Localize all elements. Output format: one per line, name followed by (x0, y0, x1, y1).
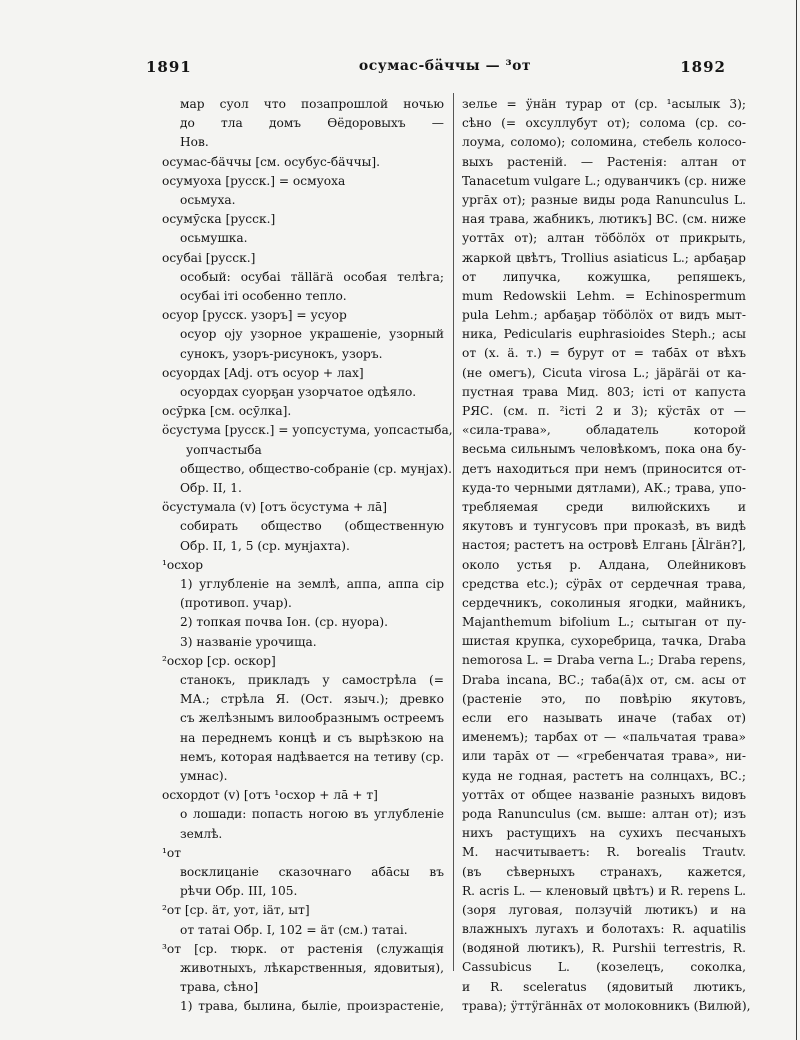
entry-line-right: выхъ растеній. — Растенія: алтан от (462, 154, 746, 169)
entry-line-left: умнас). (180, 768, 228, 783)
entry-line-left: ²от [ср. äт, уот, іäт, ыт] (162, 903, 310, 918)
page-edge-rule (796, 0, 797, 1040)
entry-line-left: ӧсустума [русск.] = уопсустума, уопсастыба, (162, 423, 453, 438)
entry-line-left: станокъ, прикладъ у самострѣла (= (180, 673, 444, 687)
entry-line-right: (водяной лютикъ), R. Purshii terrestris, R. (462, 941, 746, 956)
entry-line-right: якутовъ и тунгусовъ при проказѣ, въ видѣ (462, 519, 746, 534)
entry-line-right: (растеніе это, по повѣрію якутовъ, (462, 691, 746, 706)
entry-line-left: животныхъ, лѣкарственныя, ядовитыя), (180, 960, 444, 975)
entry-line-right: nemorosa L. = Draba verna L.; Draba repens, (462, 653, 746, 668)
entry-line-right: трава); ӱттӱгäннāх от молоковникъ (Вилюй), (462, 998, 751, 1013)
entry-line-left: 1) углубленіе на землѣ, аппа, аппа сір (180, 577, 444, 591)
right-page-number: 1892 (680, 58, 726, 76)
entry-line-right: около устья р. Алдана, Олейниковъ (462, 557, 746, 572)
entry-line-right: жаркой цвѣтъ, Trollius asiaticus L.; арбаҕар (462, 250, 746, 265)
entry-line-right: от липучка, кожушка, репяшекъ, (462, 269, 746, 284)
entry-line-left: от татаі Обр. I, 102 = äт (см.) татаі. (180, 922, 408, 937)
right-column (462, 95, 751, 1016)
entry-line-left: осуордах суорҕан узорчатое одѣяло. (180, 384, 417, 399)
entry-line-left: осумӯска [русск.] (162, 212, 276, 227)
entry-line-left: съ желѣзнымъ вилообразнымъ остреемъ (180, 711, 444, 726)
entry-line-left: осумас-бäччы [см. осубус-бäччы]. (162, 154, 380, 169)
entry-line-right: куда-то черными дятлами), АК.; трава, упо- (462, 480, 746, 495)
entry-line-left: 1) трава, былина, быліе, произрастеніе, (180, 999, 444, 1014)
entry-line-left: мар суол что позапрошлой ночью (180, 97, 444, 111)
entry-line-right: весьма сильнымъ человѣкомъ, пока она бу- (462, 442, 746, 457)
entry-line-left: осьмуха. (180, 192, 236, 207)
entry-line-right: нихъ растущихъ на сухихъ песчаныхъ (462, 826, 746, 841)
running-title: осумас-бäччы — ³от (358, 58, 532, 74)
entry-line-right: настоя; растетъ на островѣ Елгань [Älгäн?], (462, 538, 746, 553)
entry-line-right: шистая крупка, сухоребрица, тачка, Draba (462, 634, 746, 649)
entry-line-left: МА.; стрѣла Я. (Ост. языч.); древко (180, 692, 444, 707)
entry-line-left: Обр. II, 1, 5 (ср. мунјахта). (180, 538, 350, 553)
entry-line-left: особый: осубаі тälläгä особая телѣга; (180, 269, 444, 284)
entry-line-right: влажныхъ лугахъ и болотахъ: R. aquatilis (462, 922, 746, 937)
entry-line-left: сунокъ, узоръ-рисунокъ, узоръ. (180, 346, 383, 361)
entry-line-left: о лошади: попасть ногою въ углубленіе (180, 807, 444, 822)
entry-line-left: осуор оју узорное украшеніе, узорный (180, 327, 444, 342)
entry-line-right: рода Ranunculus (см. выше: алтан от); изъ (462, 806, 746, 821)
entry-line-right: требляемая среди вилюйскихъ и (462, 499, 746, 514)
entry-line-right: детъ находиться при немъ (приносится от- (462, 461, 746, 476)
entry-line-right: если его называть иначе (табах от) (462, 711, 746, 725)
entry-line-left: Обр. II, 1. (180, 481, 242, 495)
entry-line-right: Majanthemum bifolium L.; сытыган от пу- (462, 615, 746, 630)
entry-line-left: осумуоха [русск.] = осмуоха (162, 173, 346, 188)
entry-line-right: Tanacetum vulgare L.; одуванчикъ (ср. ниже (462, 173, 746, 188)
entry-line-left: осубаі [русск.] (162, 250, 256, 265)
entry-line-right: куда не годная, растетъ на солнцахъ, ВС.; (462, 768, 746, 783)
entry-line-left: осьмушка. (180, 231, 248, 246)
entry-line-left: Нов. (180, 135, 209, 150)
entry-line-left: ӧсустумала (v) [отъ ӧсустума + лā] (162, 500, 387, 515)
column-divider (453, 93, 454, 971)
entry-line-left: осӯрка [см. осӯлка]. (162, 404, 292, 419)
entry-line-left: трава, сѣно] (180, 980, 259, 995)
entry-line-left: до тла домъ Ѳёдоровыхъ — (180, 116, 444, 131)
entry-line-right: М. насчитываетъ: R. borealis Trautv. (462, 845, 746, 860)
entry-line-left: 2) топкая почва Іон. (ср. нуора). (180, 615, 389, 630)
entry-line-right: или тарāх от — «гребенчатая трава», ни- (462, 749, 746, 764)
entry-line-right: ная трава, жабникъ, лютикъ] ВС. (см. ниже (462, 212, 746, 227)
entry-line-right: сердечникъ, соколиныя ягодки, майникъ, (462, 595, 746, 610)
entry-line-right: от (х. ä. т.) = бурут от = табāх от вѣхъ (462, 346, 746, 361)
entry-line-left: ¹от (162, 845, 181, 860)
entry-line-right: (въ сѣверныхъ странахъ, кажется, (462, 864, 746, 879)
entry-line-left: на переднемъ концѣ и съ вырѣзкою на (180, 730, 444, 745)
entry-line-left: осуор [русск. узоръ] = усуор (162, 308, 347, 323)
entry-line-right: (зоря луговая, ползучій лютикъ) и на (462, 902, 746, 917)
entry-line-right: и R. sceleratus (ядовитый лютикъ, (462, 979, 746, 994)
entry-line-left: рѣчи Обр. III, 105. (180, 884, 298, 899)
entry-line-left: общество, общество-собраніе (ср. мунјах). (180, 461, 452, 476)
entry-line-right: уоттāх от общее названіе разныхъ видовъ (462, 787, 746, 802)
entry-line-left: ³от [ср. тюрк. от растенія (служащія (162, 941, 444, 956)
entry-line-left: 3) названіе урочища. (180, 634, 317, 649)
entry-line-right: именемъ); тарбах от — «пальчатая трава» (462, 730, 746, 745)
entry-line-right: пустная трава Мид. 803; істі от капуста (462, 384, 746, 399)
entry-line-left: уопчастыба (186, 442, 262, 457)
entry-line-right: зелье = ӱнäн турар от (ср. ¹асылык 3); (462, 97, 746, 111)
entry-line-right: сѣно (= охсуллубут от); солома (ср. со- (462, 116, 746, 131)
entry-line-right: «сила-трава», обладатель которой (462, 423, 746, 438)
left-column (162, 95, 453, 1017)
entry-line-left: осуордах [Adj. отъ осуор + лах] (162, 365, 364, 380)
entry-line-left: (противоп. учар). (180, 596, 292, 611)
entry-line-right: ника, Pedicularis euphrasioides Steph.; асы (462, 327, 746, 342)
entry-line-left: осхордот (v) [отъ ¹осхор + лā + т] (162, 788, 378, 803)
entry-line-left: ¹осхор (162, 557, 204, 572)
entry-line-right: Draba incana, ВС.; таба(ā)х от, см. асы от (462, 672, 746, 687)
entry-line-right: уоттāх от); алтан тӧбӧлӧх от прикрыть, (462, 231, 746, 246)
entry-line-right: (не омегъ), Cicuta virosa L.; јäрäгäі от ка- (462, 365, 746, 380)
entry-line-left: землѣ. (180, 826, 223, 841)
entry-line-right: средства etc.); сӱрāх от сердечная трава, (462, 576, 746, 591)
entry-line-left: собирать общество (общественную (180, 519, 444, 534)
entry-line-left: восклицаніе сказочнаго абāсы въ (180, 864, 444, 879)
entry-line-right: Cassubicus L. (козелецъ, соколка, (462, 960, 746, 975)
page-header (140, 58, 750, 80)
entry-line-right: лоума, соломо); соломина, стебель колосо- (462, 135, 746, 150)
entry-line-right: R. acris L. — кленовый цвѣтъ) и R. repens L. (462, 883, 746, 898)
left-page-number: 1891 (146, 58, 192, 76)
entry-line-right: РЯС. (см. п. ²істі 2 и 3); кӱстāх от — (462, 404, 746, 418)
entry-line-right: ургāх от); разные виды рода Ranunculus L. (462, 192, 746, 207)
entry-line-right: pula Lehm.; арбаҕар тӧбӧлӧх от видъ мыт- (462, 308, 746, 323)
entry-line-left: осубаі іті особенно тепло. (180, 288, 347, 303)
entry-line-left: немъ, которая надѣвается на тетиву (ср. (180, 749, 444, 764)
entry-line-right: mum Redowskii Lehm. = Echinospermum (462, 288, 746, 303)
entry-line-left: ²осхор [ср. оскор] (162, 653, 276, 668)
